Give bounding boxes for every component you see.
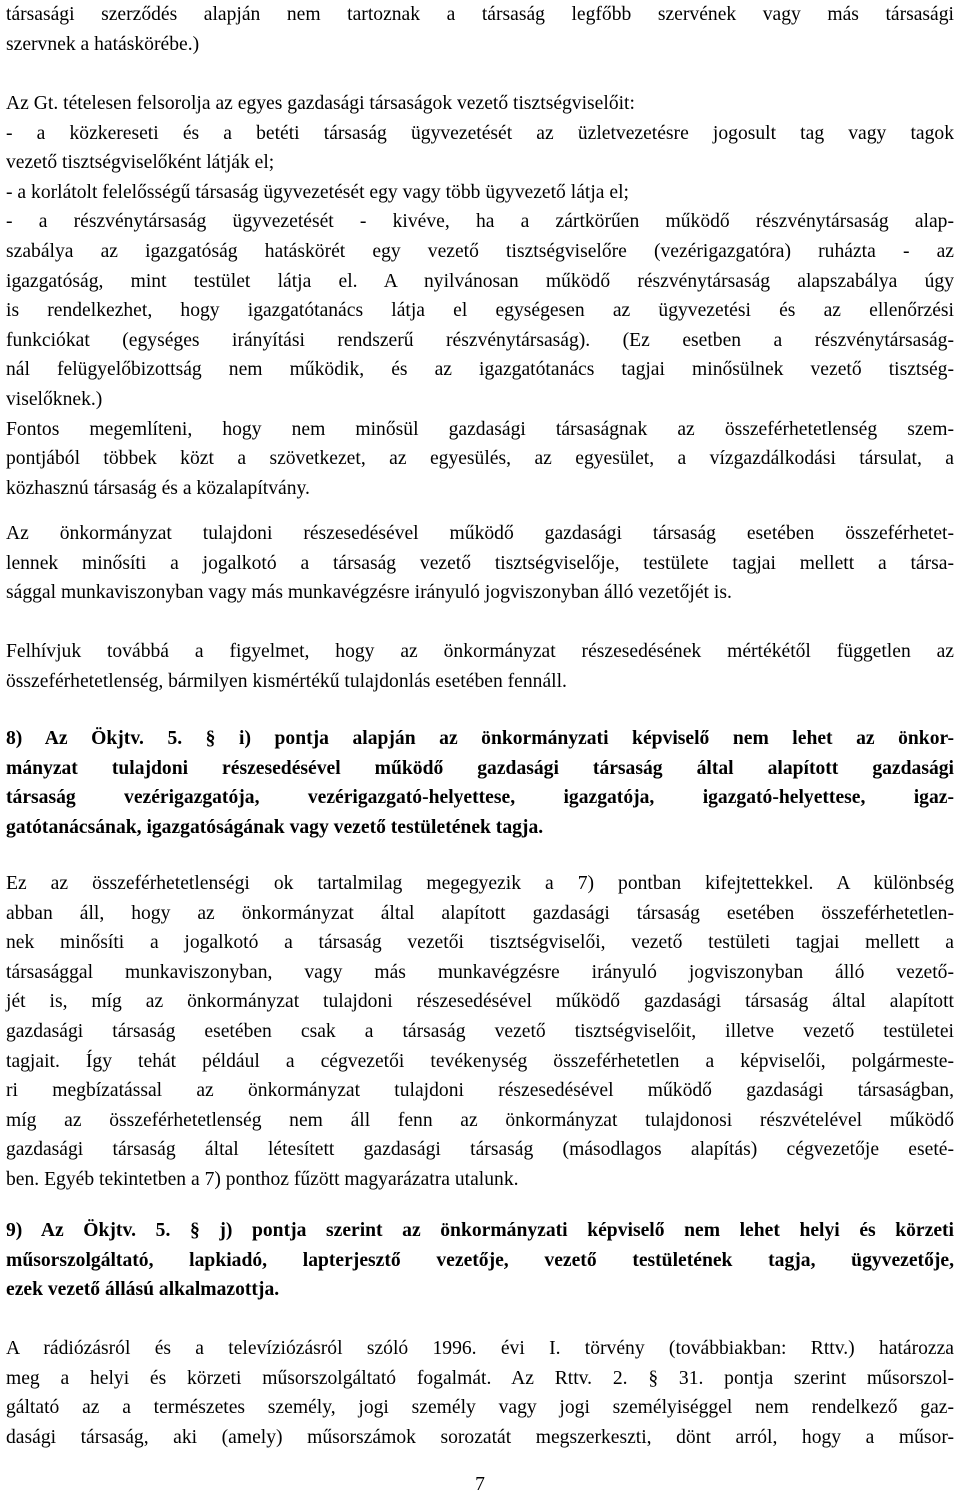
text-line: A rádiózásról és a televíziózásról szóló 1996. évi I. törvény (továbbiakban: Rttv.) határozza <box>6 1338 954 1359</box>
felhivjuk-paragraph <box>6 637 954 696</box>
heading-line: társaság vezérigazgatója, vezérigazgató-helyettese, igazgatója, igazgató-helyettese, igaz- <box>6 787 954 809</box>
text-line: Felhívjuk továbbá a figyelmet, hogy az önkormányzat részesedésének mértékétől független az <box>6 641 954 662</box>
heading-line: ezek vezető állású alkalmazottja. <box>6 1279 280 1301</box>
text-line: igazgatóság, mint testület látja el. A nyilvánosan működő részvénytársaság alapszabálya úgy <box>6 270 954 292</box>
text-line: meg a helyi és körzeti műsorszolgáltató fogalmát. Az Rttv. 2. § 31. pontja szerint műsorszol- <box>6 1367 954 1389</box>
section-9-heading <box>6 1216 954 1305</box>
text-line: szabálya az igazgatóság hatáskörét egy vezető tisztségviselőre (vezérigazgatóra) ruházta - az <box>6 240 954 262</box>
text-line: Fontos megemlíteni, hogy nem minősül gazdasági társaságnak az összeférhetetlenség szem- <box>6 418 954 440</box>
section-9-body <box>6 1334 954 1452</box>
text-line: míg az összeférhetetlenség nem áll fenn az önkormányzat tulajdonosi részvételével működő <box>6 1109 954 1131</box>
text-line: nek minősíti a jogalkotó a társaság vezetői tisztségviselői, vezető testületi tagjai mellett a <box>6 932 954 954</box>
onkormanyzat-paragraph <box>6 519 954 608</box>
text-line: tagjait. Így tehát például a cégvezetői tevékenység összeférhetetlen a képviselői, polgármeste- <box>6 1050 954 1072</box>
heading-line: mányzat tulajdoni részesedésével működő gazdasági társaság által alapított gazdasági <box>6 757 954 779</box>
heading-line: 8) Az Ökjtv. 5. § i) pontja alapján az önkormányzati képviselő nem lehet az önkor- <box>6 728 954 749</box>
text-line: társasággal munkaviszonyban, vagy más munkavégzésre irányuló jogviszonyban álló vezető- <box>6 961 954 983</box>
text-line: Ez az összeférhetetlenségi ok tartalmilag megegyezik a 7) pontban kifejtettekkel. A különbség <box>6 873 954 894</box>
text-line: dasági társaság, aki (amely) műsorszámok sorozatát megszerkeszti, dönt arról, hogy a műsor- <box>6 1426 954 1448</box>
list-item: - a korlátolt felelősségű társaság ügyvezetését egy vagy több ügyvezető látja el; <box>6 181 629 203</box>
text-line: viselőknek.) <box>6 388 103 410</box>
heading-line: műsorszolgáltató, lapkiadó, lapterjesztő vezetője, vezető testületének tagja, ügyvezetője, <box>6 1249 954 1271</box>
text-line: Az Gt. tételesen felsorolja az egyes gazdasági társaságok vezető tisztségviselőit: <box>6 93 635 114</box>
text-line: társasági szerződés alapján nem tartoznak a társaság legfőbb szervének vagy más társasági <box>6 4 954 25</box>
text-line: is rendelkezhet, hogy igazgatótanács látja el egységesen az ügyvezetési és az ellenőrzési <box>6 300 954 322</box>
text-line: pontjából többek közt a szövetkezet, az egyesülés, az egyesület, a vízgazdálkodási társulat, a <box>6 448 954 470</box>
text-line: közhasznú társaság és a közalapítvány. <box>6 477 310 499</box>
text-line: ben. Egyéb tekintetben a 7) ponthoz fűzött magyarázatra utalunk. <box>6 1168 519 1190</box>
text-line: nál felügyelőbizottság nem működik, és az igazgatótanács tagjai minősülnek vezető tisztség- <box>6 359 954 381</box>
section-8-body <box>6 869 954 1195</box>
text-line: sággal munkaviszonyban vagy más munkavégzésre irányuló jogviszonyban álló vezetőjét is. <box>6 582 732 604</box>
text-line: Az önkormányzat tulajdoni részesedésével működő gazdasági társaság esetében összeférhetet- <box>6 523 954 544</box>
list-item: - a közkereseti és a betéti társaság ügyvezetését az üzletvezetésre jogosult tag vagy tagok <box>6 122 954 144</box>
section-8-heading <box>6 724 954 842</box>
text-line: szervnek a hatáskörébe.) <box>6 33 200 55</box>
heading-line: 9) Az Ökjtv. 5. § j) pontja szerint az önkormányzati képviselő nem lehet helyi és körzeti <box>6 1220 954 1241</box>
text-line: gazdasági társaság esetében csak a társaság vezető tisztségviselőit, illetve vezető testületei <box>6 1020 954 1042</box>
page-number: 7 <box>475 1474 485 1495</box>
list-item: - a részvénytársaság ügyvezetését - kivéve, ha a zártkörűen működő részvénytársaság alap- <box>6 211 954 233</box>
text-line: vezető tisztségviselőként látják el; <box>6 152 275 174</box>
text-line: jét is, míg az önkormányzat tulajdoni részesedésével működő gazdasági társaság által alapított <box>6 991 954 1013</box>
text-line: gáltató az a természetes személy, jogi személy vagy jogi személyiséggel nem rendelkező gaz- <box>6 1397 954 1419</box>
heading-line: gatótanácsának, igazgatóságának vagy vezető testületének tagja. <box>6 816 544 838</box>
gt-paragraph <box>6 89 954 503</box>
text-line: összeférhetetlenség, bármilyen kismértékű tulajdonlás esetében fennáll. <box>6 670 567 692</box>
text-line: lennek minősíti a jogalkotó a társaság vezető tisztségviselője, testülete tagjai mellett a társa- <box>6 552 954 574</box>
text-line: ri megbízatással az önkormányzat tulajdoni részesedésével működő gazdasági társaságban, <box>6 1080 954 1102</box>
text-line: funkciókat (egységes irányítási rendszerű részvénytársaság). (Ez esetben a részvénytársaság- <box>6 329 954 351</box>
text-line: gazdasági társaság által létesített gazdasági társaság (másodlagos alapítás) cégvezetője eseté- <box>6 1139 954 1161</box>
text-line: abban áll, hogy az önkormányzat által alapított gazdasági társaság esetében összeférhetetlen- <box>6 902 954 924</box>
top-paragraph <box>6 0 954 59</box>
